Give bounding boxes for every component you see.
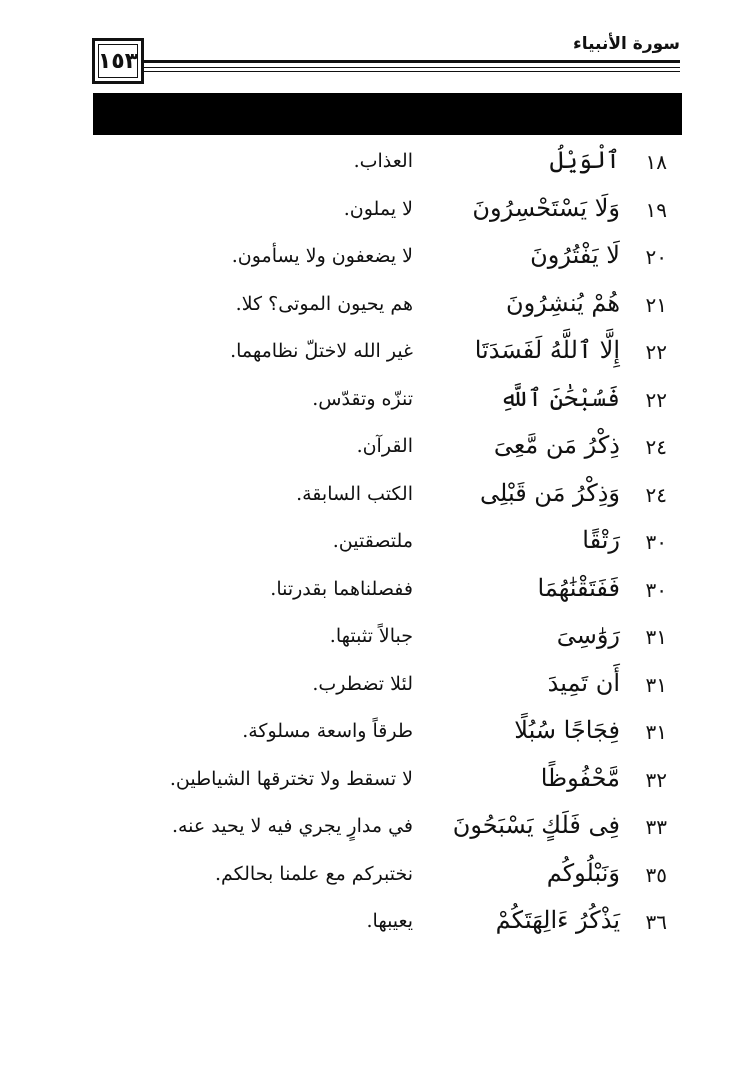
quran-word: إِلَّا ٱللَّهُ لَفَسَدَتَا <box>474 336 620 364</box>
list-item <box>0 754 755 802</box>
word-meaning: لا يملون. <box>343 197 413 220</box>
verse-number: ٢٤ <box>645 435 667 459</box>
quran-word: ٱلْوَيْلُ <box>549 146 620 174</box>
verse-number: ٣٦ <box>645 910 667 934</box>
list-item <box>0 564 755 612</box>
quran-word: رَتْقًا <box>582 526 620 554</box>
quran-word: مَّحْفُوظًا <box>540 763 620 792</box>
quran-word: وَلَا يَسْتَحْسِرُونَ <box>472 193 620 222</box>
quran-word: وَنَبْلُوكُم <box>546 858 620 887</box>
section-banner <box>93 93 682 135</box>
quran-word: لَا يَفْتُرُونَ <box>530 241 620 269</box>
quran-word: يَذْكُرُ ءَالِهَتَكُمْ <box>495 906 620 934</box>
word-meaning: ففصلناهما بقدرتنا. <box>270 577 413 600</box>
word-meaning: العذاب. <box>353 150 413 172</box>
verse-number: ١٩ <box>645 197 667 222</box>
list-item <box>0 516 755 564</box>
word-meaning: القرآن. <box>356 435 413 457</box>
quran-word: فَسُبْحَٰنَ ٱللَّهِ <box>499 383 620 412</box>
surah-title: سورة الأنبياء <box>573 34 680 54</box>
header-rule <box>144 60 680 63</box>
word-meaning: لا تسقط ولا تخترقها الشياطين. <box>169 767 413 790</box>
verse-number: ٢٢ <box>645 387 667 412</box>
list-item <box>0 326 755 374</box>
list-item <box>0 136 755 184</box>
verse-number: ٢٠ <box>645 245 667 269</box>
list-item <box>0 279 755 327</box>
list-item <box>0 469 755 517</box>
list-item <box>0 184 755 232</box>
quran-word: رَوَٰسِىَ <box>556 621 620 649</box>
verse-number: ٢٢ <box>645 340 667 364</box>
word-meaning: غير الله لاختلّ نظامهما. <box>230 340 413 362</box>
verse-number: ٣١ <box>645 720 667 744</box>
word-meaning: طرقاً واسعة مسلوكة. <box>242 720 413 742</box>
list-item <box>0 374 755 422</box>
list-item <box>0 896 755 944</box>
quran-word: وَذِكْرُ مَن قَبْلِى <box>480 478 620 507</box>
word-meaning: يعيبها. <box>366 910 413 932</box>
list-item <box>0 801 755 849</box>
word-meaning: لئلا تضطرب. <box>312 672 413 695</box>
verse-number: ٣١ <box>645 625 667 649</box>
quran-word: فَفَتَقْنَٰهُمَا <box>537 573 620 602</box>
header-rule-thin-2 <box>144 71 680 72</box>
quran-word: ذِكْرُ مَن مَّعِىَ <box>493 431 620 459</box>
page-number-box <box>92 38 144 84</box>
quran-word: أَن تَمِيدَ <box>547 668 620 697</box>
list-item <box>0 659 755 707</box>
page-number: ١٥٣ <box>97 48 139 74</box>
word-meaning: جبالاً تثبتها. <box>329 625 413 647</box>
quran-word: هُمْ يُنشِرُونَ <box>505 288 620 317</box>
word-meaning: ملتصقتين. <box>332 530 413 552</box>
word-meaning: لا يضعفون ولا يسأمون. <box>231 245 413 267</box>
word-meaning: نختبركم مع علمنا بحالكم. <box>214 862 413 885</box>
verse-number: ٣٠ <box>645 530 667 554</box>
list-item <box>0 231 755 279</box>
verse-number: ٣٣ <box>645 815 667 839</box>
word-meaning: هم يحيون الموتى؟ كلا. <box>235 292 413 315</box>
verse-number: ١٨ <box>645 150 667 174</box>
list-item <box>0 849 755 897</box>
word-meaning: تنزّه وتقدّس. <box>312 387 413 410</box>
word-meaning: في مدارٍ يجري فيه لا يحيد عنه. <box>171 815 413 837</box>
quran-word: فِى فَلَكٍ يَسْبَحُونَ <box>452 811 620 839</box>
verse-number: ٣١ <box>645 672 667 697</box>
list-item <box>0 611 755 659</box>
quran-word: فِجَاجًا سُبُلًا <box>514 716 620 744</box>
verse-number: ٢١ <box>645 292 667 317</box>
verse-number: ٣٠ <box>645 577 667 602</box>
header-rule-thin <box>144 67 680 68</box>
word-meaning: الكتب السابقة. <box>296 482 413 505</box>
verse-number: ٣٥ <box>645 862 667 887</box>
list-item <box>0 706 755 754</box>
verse-number: ٢٤ <box>645 482 667 507</box>
verse-number: ٣٢ <box>645 767 667 792</box>
vocabulary-list <box>0 136 755 944</box>
list-item <box>0 421 755 469</box>
